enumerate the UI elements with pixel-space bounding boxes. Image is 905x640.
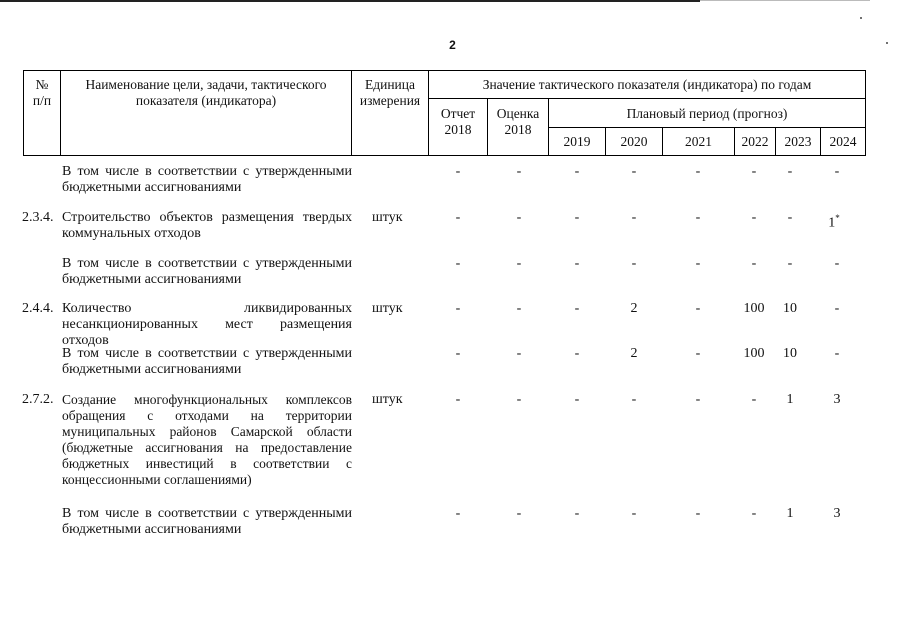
header-plan-group: Плановый период (прогноз) xyxy=(626,106,788,121)
row-value: 100 xyxy=(743,301,765,316)
row-value: - xyxy=(455,301,461,316)
row-value: 100 xyxy=(743,346,765,361)
row-number: 2.3.4. xyxy=(22,210,54,225)
header-report: Отчет 2018 xyxy=(440,106,476,137)
row-value: - xyxy=(455,506,461,521)
row-name: Строительство объектов размещения твердых коммунальных отходов xyxy=(62,210,352,241)
row-number: 2.4.4. xyxy=(22,301,54,316)
header-num: № п/п xyxy=(32,77,52,108)
header-year: 2024 xyxy=(829,134,857,149)
row-value: - xyxy=(516,301,522,316)
row-number: 2.7.2. xyxy=(22,392,54,407)
row-name: Количество ликвидированных несанкционированных мест размещения отходов xyxy=(62,301,352,348)
row-value: - xyxy=(695,301,701,316)
header-year: 2023 xyxy=(784,134,812,149)
row-value: - xyxy=(574,256,580,271)
row-value: - xyxy=(834,346,840,361)
row-name: В том числе в соответствии с утвержденными бюджетными ассигнованиями xyxy=(62,164,352,195)
row-value: - xyxy=(631,256,637,271)
row-value: - xyxy=(631,210,637,225)
row-value: - xyxy=(516,164,522,179)
row-value: - xyxy=(834,164,840,179)
top-border-line-faint xyxy=(700,0,870,1)
row-value: - xyxy=(574,506,580,521)
row-value: - xyxy=(574,210,580,225)
row-value: - xyxy=(631,392,637,407)
row-unit: штук xyxy=(372,301,403,316)
row-value: - xyxy=(695,164,701,179)
row-value: - xyxy=(787,210,793,225)
row-value: - xyxy=(516,506,522,521)
row-value: - xyxy=(631,164,637,179)
row-value: - xyxy=(574,346,580,361)
row-value-with-footnote xyxy=(814,210,854,232)
row-value: 10 xyxy=(783,346,797,361)
row-value: - xyxy=(516,210,522,225)
row-value: - xyxy=(751,506,757,521)
row-value: - xyxy=(455,164,461,179)
row-value: - xyxy=(574,164,580,179)
row-value: - xyxy=(751,256,757,271)
header-values-group: Значение тактического показателя (индикатора) по годам xyxy=(482,77,812,92)
row-value: 1 xyxy=(786,392,794,407)
row-value: - xyxy=(695,256,701,271)
row-name: В том числе в соответствии с утвержденными бюджетными ассигнованиями xyxy=(62,506,352,537)
row-value: - xyxy=(516,392,522,407)
header-year: 2021 xyxy=(685,134,712,149)
row-value: 10 xyxy=(783,301,797,316)
row-value: - xyxy=(695,346,701,361)
header-estimate: Оценка 2018 xyxy=(496,106,540,137)
row-value: 2 xyxy=(630,301,638,316)
row-value: 1 xyxy=(786,506,794,521)
row-name: В том числе в соответствии с утвержденными бюджетными ассигнованиями xyxy=(62,346,352,377)
row-value: - xyxy=(574,301,580,316)
row-value: - xyxy=(695,392,701,407)
row-value: - xyxy=(787,256,793,271)
footnote-mark: * xyxy=(835,213,840,223)
row-value: - xyxy=(455,256,461,271)
row-value: 3 xyxy=(833,392,841,407)
row-value: - xyxy=(455,346,461,361)
row-value: - xyxy=(834,256,840,271)
page-number: 2 xyxy=(449,38,456,52)
row-unit: штук xyxy=(372,210,403,225)
row-value: - xyxy=(834,301,840,316)
header-year: 2022 xyxy=(741,134,769,149)
header-year: 2020 xyxy=(620,134,648,149)
row-value: 2 xyxy=(630,346,638,361)
row-name: Создание многофункциональных комплексов обращения с отходами на территории муниципальных районов Самарской области (бюджетные ассигнования на предоставление бюджетных инвестиций в соответствии с концессионными соглашениями) xyxy=(62,392,352,487)
row-value: - xyxy=(695,506,701,521)
row-name: В том числе в соответствии с утвержденными бюджетными ассигнованиями xyxy=(62,256,352,287)
header-year: 2019 xyxy=(563,134,591,149)
row-value: - xyxy=(455,392,461,407)
row-value: - xyxy=(787,164,793,179)
row-value: - xyxy=(751,210,757,225)
row-value: - xyxy=(631,506,637,521)
row-value: - xyxy=(695,210,701,225)
row-value: - xyxy=(574,392,580,407)
row-value: - xyxy=(751,164,757,179)
top-border-line xyxy=(0,0,700,2)
scan-speck xyxy=(860,17,862,19)
header-name: Наименование цели, задачи, тактического показателя (индикатора) xyxy=(85,77,327,108)
row-value: - xyxy=(516,256,522,271)
header-unit: Единица измерения xyxy=(359,77,421,108)
row-value: - xyxy=(516,346,522,361)
row-unit: штук xyxy=(372,392,403,407)
row-value: 1 xyxy=(828,215,836,231)
row-value: 3 xyxy=(833,506,841,521)
row-value: - xyxy=(455,210,461,225)
row-value: - xyxy=(751,392,757,407)
